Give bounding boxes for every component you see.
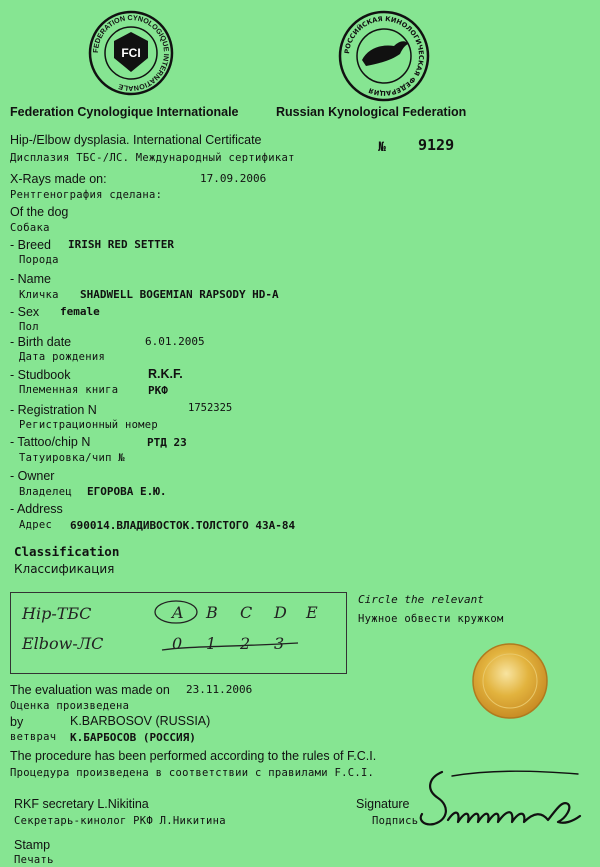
address-value: 690014.ВЛАДИВОСТОК.ТОЛСТОГО 43А-84 [70, 519, 296, 532]
birth-label-ru: Дата рождения [19, 351, 106, 363]
fci-org-name: Federation Cynologique Internationale [10, 105, 239, 119]
fci-seal-icon [88, 10, 174, 96]
sex-label-ru: Пол [19, 321, 39, 333]
elbow-strikethrough-mark [160, 640, 300, 656]
birth-label-en: - Birth date [10, 335, 72, 349]
vet-name-en: K.BARBOSOV (RUSSIA) [70, 714, 211, 728]
hip-grade-a: A [172, 603, 184, 622]
signature-label-ru: Подпись [372, 815, 419, 827]
birth-value: 6.01.2005 [145, 335, 205, 348]
studbook-value-en: R.K.F. [148, 367, 183, 381]
breed-label-ru: Порода [19, 254, 59, 266]
breed-label-en: - Breed [10, 238, 51, 252]
procedure-en: The procedure has been performed according to the rules of F.C.I. [10, 749, 377, 763]
rkf-seal-text: РОССИЙСКАЯ КИНОЛОГИЧЕСКАЯ ФЕДЕРАЦИЯ [343, 14, 426, 98]
hip-grade-e: E [306, 603, 318, 622]
hip-grade-b: B [206, 603, 218, 622]
stamp-label-en: Stamp [14, 838, 51, 852]
evaluation-date: 23.11.2006 [186, 683, 253, 696]
elbow-label: Elbow-ЛС [22, 634, 104, 653]
sex-value: female [60, 305, 100, 318]
rkf-seal-icon [338, 10, 430, 102]
owner-value: ЕГОРОВА Е.Ю. [87, 485, 167, 498]
name-label-ru: Кличка [19, 289, 59, 301]
hip-label: Hip-ТБС [22, 604, 92, 623]
classification-title-ru: Классификация [14, 562, 115, 576]
certificate-title-en: Hip-/Elbow dysplasia. International Certificate [10, 133, 262, 147]
studbook-label-ru: Племенная книга [19, 384, 119, 396]
by-label-en: by [10, 715, 24, 729]
fci-seal-abbr: FCI [121, 46, 141, 60]
studbook-value-ru: РКФ [148, 384, 168, 397]
dog-label-en: Of the dog [10, 205, 69, 219]
hip-grade-d: D [274, 603, 287, 622]
tattoo-label-ru: Татуировка/чип № [19, 452, 125, 464]
breed-value: IRISH RED SETTER [68, 238, 174, 251]
tattoo-value: РТД 23 [147, 436, 187, 449]
certificate-number: 9129 [418, 136, 455, 154]
studbook-label-en: - Studbook [10, 368, 71, 382]
tattoo-label-en: - Tattoo/chip N [10, 435, 91, 449]
grade-a-circle-mark [153, 598, 199, 626]
secretary-en: RKF secretary L.Nikitina [14, 797, 149, 811]
certificate-number-label: № [378, 140, 386, 155]
signature-label-en: Signature [356, 797, 410, 811]
xray-label-en: X-Rays made on: [10, 172, 107, 186]
xray-date: 17.09.2006 [200, 172, 267, 185]
dog-label-ru: Собака [10, 222, 50, 234]
handwritten-signature-icon [408, 760, 588, 836]
owner-label-ru: Владелец [19, 486, 72, 498]
elbow-grade-3: 3 [274, 634, 285, 653]
rkf-org-name: Russian Kynological Federation [276, 105, 467, 119]
by-label-ru: ветврач [10, 731, 57, 743]
procedure-ru: Процедура произведена в соответствии с правилами F.C.I. [10, 767, 375, 779]
registration-label-ru: Регистрационный номер [19, 419, 159, 431]
name-value: SHADWELL BOGEMIAN RAPSODY HD-A [80, 288, 279, 301]
elbow-grade-1: 1 [206, 634, 217, 653]
registration-value: 1752325 [188, 402, 233, 414]
owner-label-en: - Owner [10, 469, 55, 483]
elbow-grade-2: 2 [240, 634, 251, 653]
hologram-seal-icon [471, 642, 549, 720]
address-label-ru: Адрес [19, 519, 53, 531]
circle-note-ru: Нужное обвести кружком [358, 613, 504, 625]
xray-label-ru: Рентгенография сделана: [10, 189, 163, 201]
classification-title-en: Classification [14, 544, 120, 559]
evaluation-label-ru: Оценка произведена [10, 700, 130, 712]
elbow-grade-0: 0 [172, 634, 183, 653]
registration-label-en: - Registration N [10, 403, 97, 417]
sex-label-en: - Sex [10, 305, 40, 319]
hip-grade-c: C [240, 603, 253, 622]
stamp-label-ru: Печать [14, 854, 54, 866]
fci-seal-text: FEDERATION CYNOLOGIQUE INTERNATIONALE [90, 12, 172, 94]
certificate-title-ru: Дисплазия ТБС-/ЛС. Международный сертификат [10, 152, 295, 164]
name-label-en: - Name [10, 272, 51, 286]
circle-note-en: Circle the relevant [358, 593, 484, 606]
evaluation-label-en: The evaluation was made on [10, 683, 170, 697]
vet-name-ru: К.БАРБОСОВ (РОССИЯ) [70, 731, 196, 744]
address-label-en: - Address [10, 502, 63, 516]
secretary-ru: Секретарь-кинолог РКФ Л.Никитина [14, 815, 226, 827]
